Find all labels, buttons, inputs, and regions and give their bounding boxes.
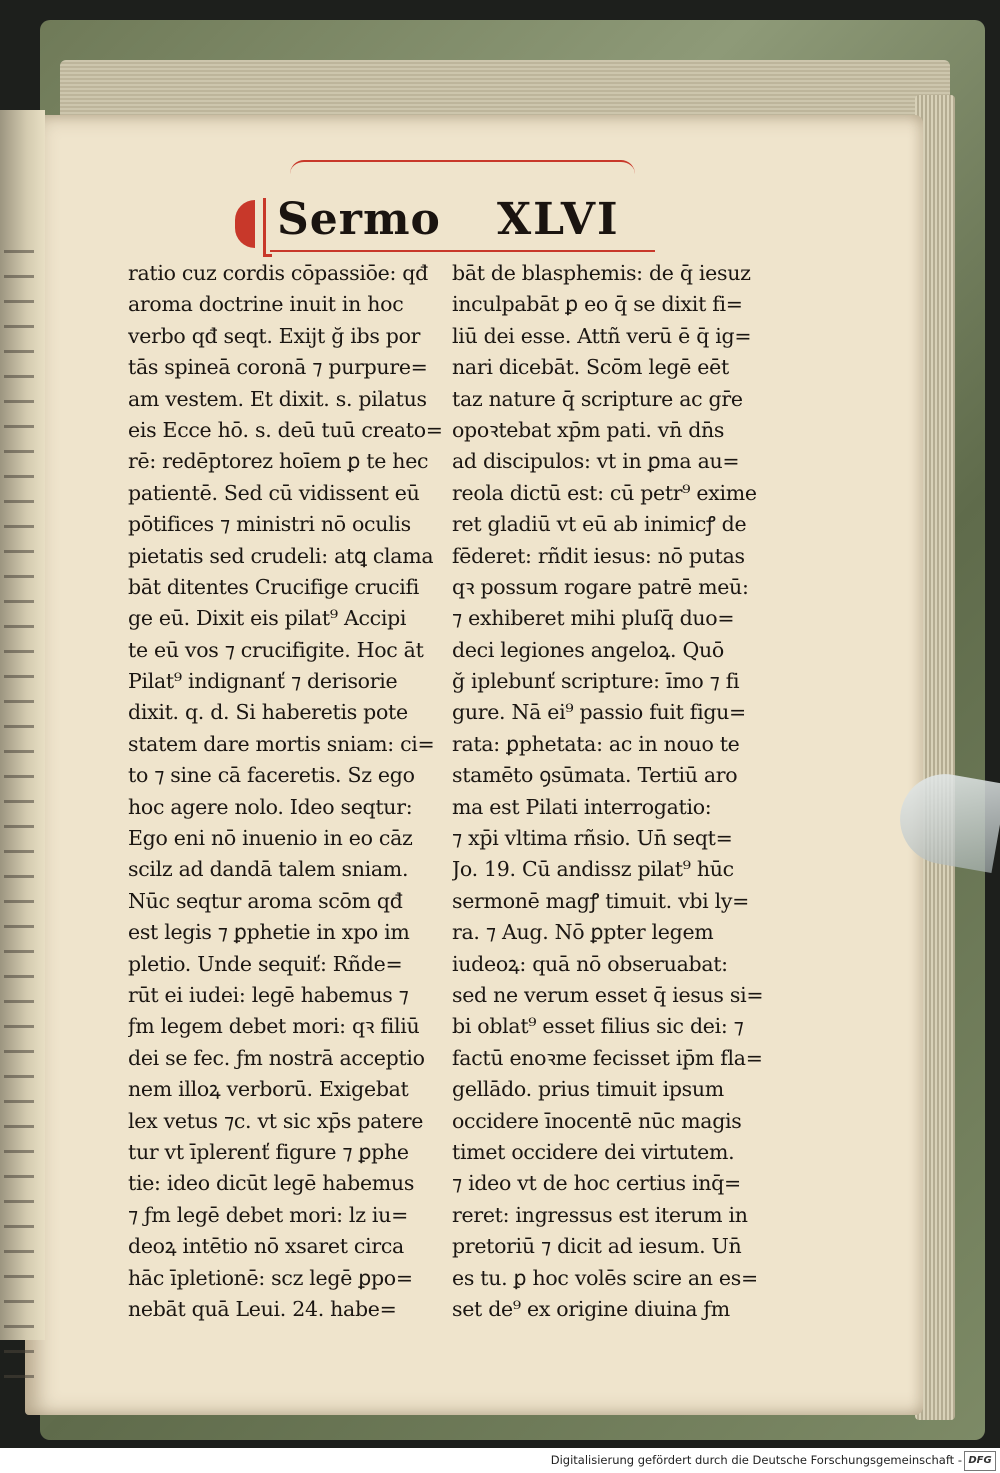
- text-line: lex vetus ⁊c. vt sic xp̄s patere: [128, 1108, 424, 1133]
- text-line: to ⁊ sine cā faceretis. Sz ego: [128, 763, 415, 788]
- text-line: factū enoꝛme fecisset ip̄m fla=: [452, 1045, 763, 1070]
- text-line: opoꝛtebat xp̄m pati. vn̄ dn̄s: [452, 417, 725, 442]
- text-column-right: [452, 258, 772, 1325]
- text-line: dei se fec. ƒm nostrā acceptio: [128, 1045, 425, 1070]
- text-line: am vestem. Et dixit. s. pilatus: [128, 386, 427, 411]
- text-line: nem illoꝝ verborū. Exigebat: [128, 1077, 409, 1102]
- text-line: tās spineā coronā ⁊ purpure=: [128, 355, 428, 380]
- text-line: timet occidere dei virtutem.: [452, 1139, 735, 1164]
- dfg-logo: DFG: [964, 1451, 996, 1471]
- text-line: ⁊ ideo vt de hoc certius inq̄=: [452, 1171, 741, 1196]
- text-line: rē: redēptorez hoīem ꝑ te hec: [128, 449, 429, 474]
- text-line: gure. Nā ei⁹ passio fuit figu=: [452, 700, 746, 725]
- page-heading: [235, 180, 675, 270]
- text-line: ratio cuz cordis cōpassiōe: qđ: [128, 261, 428, 285]
- rubric-underline: [270, 250, 655, 252]
- text-line: ma est Pilati interrogatio:: [452, 794, 712, 819]
- text-line: ⁊ exhiberet mihi pluſq̄ duo=: [452, 606, 735, 631]
- text-line: pietatis sed crudeli: atꝗ clama: [128, 543, 434, 568]
- text-line: Nūc seqtur aroma scōm qđ: [128, 888, 403, 913]
- text-line: tur vt īplerenť figure ⁊ ꝑphe: [128, 1139, 409, 1164]
- text-line: stamēto ꝯsūmata. Tertiū aro: [452, 763, 738, 788]
- text-line: qꝛ possum rogare patrē meū:: [452, 574, 749, 599]
- text-line: bāt ditentes Crucifige crucifi: [128, 574, 420, 599]
- rubric-arc: [290, 160, 635, 174]
- page-edges-top: [60, 60, 950, 120]
- heading-numeral: XLVI: [497, 194, 620, 245]
- text-line: Jo. 19. Cū andissz pilat⁹ hūc: [452, 857, 734, 882]
- text-line: tie: ideo dicūt legē habemus: [128, 1171, 415, 1196]
- text-line: nari dicebāt. Scōm legē eēt: [452, 355, 729, 380]
- text-line: eis Ecce hō. s. deū tuū creato=: [128, 417, 443, 442]
- text-line: pretoriū ⁊ dicit ad iesum. Un̄: [452, 1234, 742, 1259]
- text-line: statem dare mortis sniam: ci=: [128, 731, 435, 756]
- text-line: ğ iplebunť scripture: īmo ⁊ fi: [452, 669, 740, 694]
- text-line: dixit. q. d. Si haberetis pote: [128, 700, 408, 725]
- text-line: ad discipulos: vt in ꝑma au=: [452, 449, 740, 474]
- text-line: es tu. ꝑ hoc volēs scire an es=: [452, 1265, 758, 1290]
- text-line: nebāt quā Leui. 24. habe=: [128, 1296, 397, 1321]
- text-line: gellādo. prius timuit ipsum: [452, 1077, 724, 1102]
- text-line: scilz ad dandā talem sniam.: [128, 857, 409, 882]
- funding-credit: Digitalisierung gefördert durch die Deutsche Forschungsgemeinschaft -: [550, 1453, 962, 1467]
- text-line: bi oblat⁹ esset filius sic dei: ⁊: [452, 1014, 744, 1039]
- text-line: taz nature q̄ scripture ac gr̄e: [452, 386, 743, 411]
- text-line: verbo qđ seqt. Exijt ğ ibs por: [128, 323, 421, 348]
- text-line: Pilat⁹ indignanť ⁊ derisorie: [128, 669, 398, 694]
- text-line: bāt de blasphemis: de q̄ iesuz: [452, 261, 751, 285]
- facing-page-edge: [0, 110, 45, 1340]
- text-line: est legis ⁊ ꝑphetie in xpo im: [128, 920, 410, 945]
- text-line: reret: ingressus est iterum in: [452, 1202, 748, 1227]
- text-line: patientē. Sed cū vidissent eū: [128, 480, 420, 505]
- text-line: sermonē magꝭ timuit. vbi ly=: [452, 888, 750, 913]
- footer-bar: [0, 1448, 1000, 1473]
- text-line: aroma doctrine inuit in hoc: [128, 292, 404, 317]
- text-line: rata: ꝑphetata: ac in nouo te: [452, 731, 740, 756]
- text-line: hoc agere nolo. Ideo seqtur:: [128, 794, 413, 819]
- text-line: fēderet: rñdit iesus: nō putas: [452, 543, 745, 568]
- text-line: inculpabāt ꝑ eo q̄ se dixit fi=: [452, 292, 743, 317]
- text-line: ret gladiū vt eū ab inimicꝭ de: [452, 512, 747, 537]
- text-column-left: [128, 258, 448, 1325]
- text-line: deoꝝ intētio nō xsaret circa: [128, 1234, 404, 1259]
- text-line: ⁊ ƒm legē debet mori: lz iu=: [128, 1202, 408, 1227]
- text-line: occidere īnocentē nūc magis: [452, 1108, 742, 1133]
- text-line: deci legiones angeloꝝ. Quō: [452, 637, 724, 662]
- text-line: Ego eni nō inuenio in eo cāz: [128, 826, 413, 851]
- text-line: rūt ei iudei: legē habemus ⁊: [128, 982, 409, 1007]
- text-line: iudeoꝝ: quā nō obseruabat:: [452, 951, 728, 976]
- text-line: ƒm legem debet mori: qꝛ filiū: [128, 1014, 420, 1039]
- text-line: ge eū. Dixit eis pilat⁹ Accipi: [128, 606, 407, 631]
- rubric-bracket: [263, 198, 272, 257]
- text-line: pōtifices ⁊ ministri nō oculis: [128, 512, 411, 537]
- text-line: liū dei esse. Attñ verū ē q̄ ig=: [452, 323, 752, 348]
- facing-page-text: [4, 250, 34, 1400]
- rubric-pilcrow-icon: [235, 200, 255, 248]
- text-line: hāc īpletionē: scz legē ꝑpo=: [128, 1265, 413, 1290]
- text-line: pletio. Unde sequiť: Rñde=: [128, 951, 403, 976]
- text-line: reola dictū est: cū petr⁹ exime: [452, 480, 757, 505]
- text-line: sed ne verum esset q̄ iesus si=: [452, 982, 764, 1007]
- text-line: ra. ⁊ Aug. Nō ꝑpter legem: [452, 920, 714, 945]
- text-line: ⁊ xp̄i vltima rñsio. Un̄ seqt=: [452, 826, 733, 851]
- text-line: te eū vos ⁊ crucifigite. Hoc āt: [128, 637, 424, 662]
- text-line: set de⁹ ex origine diuina ƒm: [452, 1296, 730, 1321]
- heading-title: Sermo: [277, 194, 441, 245]
